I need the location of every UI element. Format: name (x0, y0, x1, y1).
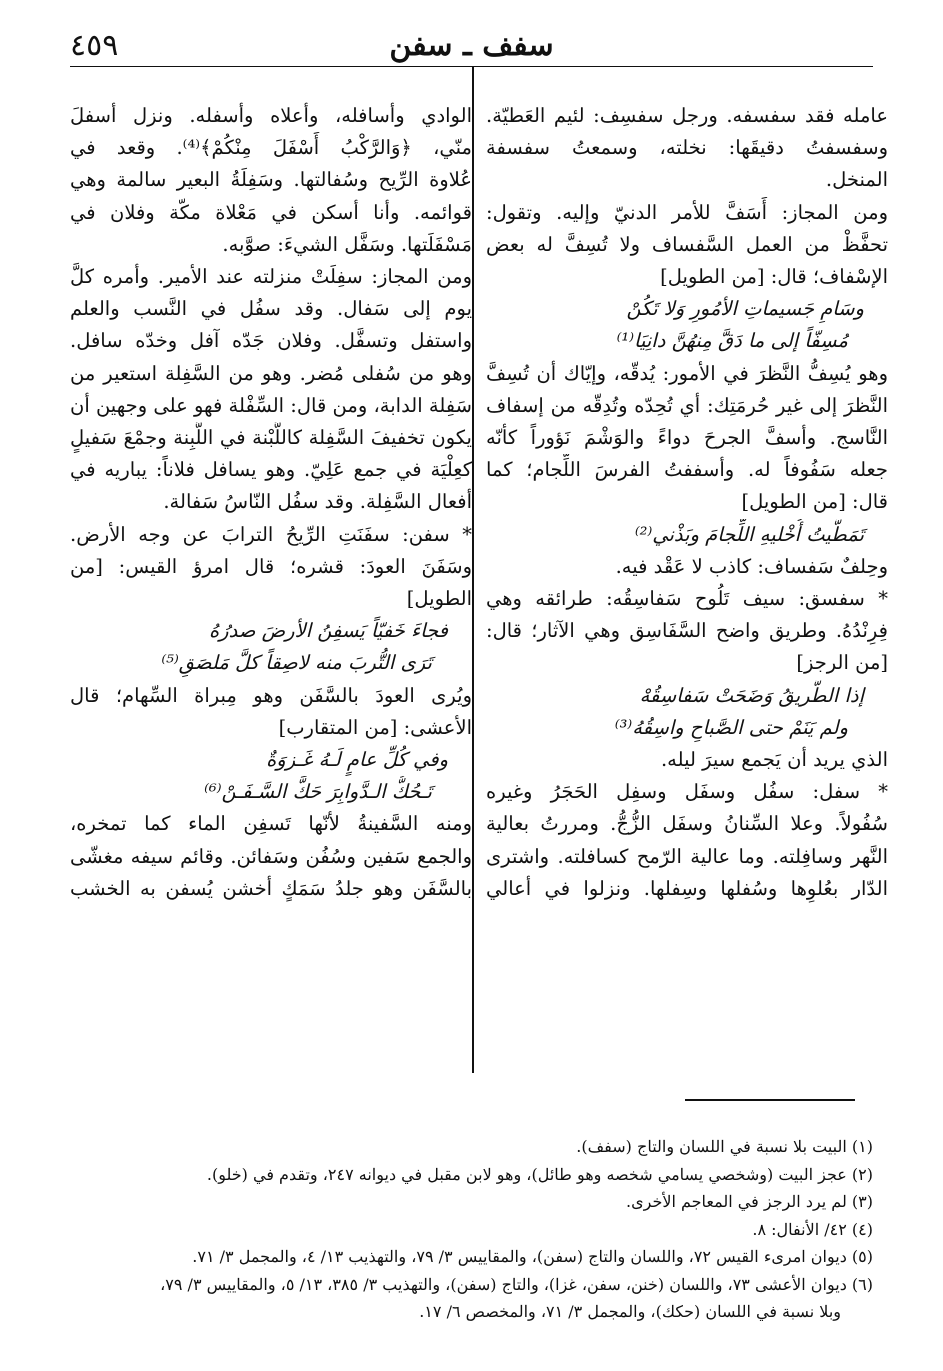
text-line: والجمع سَفين وسُفُن وسَفائن. وقائم سيفه مغشّى (70, 844, 472, 868)
text-line: ويُرى العودَ بالسَّفَن وهو مِبراة السِّهام؛ قال (70, 683, 472, 707)
text-line: وحِلفٌ سَفساف: كاذب لا عَقْد فيه. (615, 554, 888, 578)
text-line: منّي، ﴿وَالرَّكْبُ أَسْفَلَ مِنْكُمْ﴾⁽⁴⁾. وقعد في (70, 136, 472, 160)
verse-line: تَمَطَّيتُ أُخْليهِ اللِّجامَ وبَذْني⁽²⁾ (634, 522, 864, 546)
page-header (70, 22, 873, 67)
verse-line: إذا الطَّريقُ وَضَحَتْ سَفاسِقُهْ (639, 683, 864, 707)
text-line: جعله سَفُوفاً له. وأسففتُ الفرسَ اللِّجام؛ كما (486, 458, 888, 482)
text-line: النَّهر وسافِلته. وما عالية الرّمح كسافلته. واشترى (486, 844, 888, 868)
footnote: (٣) لم يرد الرجز في المعاجم الأخرى. (626, 1192, 873, 1211)
entry-heading-line: * سفسق: سيف تَلُوح سَفاسِقُه: طرائقه وهي (486, 587, 888, 611)
text-line: وسَفَنَ العودَ: قشره؛ قال امرؤ القيس: [من (70, 554, 472, 578)
page-title: سفف ـ سفن (389, 28, 554, 63)
text-line: [من الرجز] (796, 651, 888, 675)
footnote: (١) البيت بلا نسبة في اللسان والتاج (سفف). (576, 1137, 873, 1156)
text-line: المنخل. (825, 168, 888, 192)
footnote: (٥) ديوان امرىء القيس ٧٢، واللسان والتاج (سفن)، والمقاييس ٣/ ٧٩، والتهذيب ١٣/ ٤، والمجمل ٣/ ٧١. (192, 1247, 873, 1266)
text-line: قال: [من الطويل] (741, 490, 888, 514)
verse-line: ولم يَنَمْ حتى الصَّباحِ واسِقُهُ⁽³⁾ (614, 715, 848, 739)
text-line: يوم إلى سَفال. وقد سفُل في النَّسب والعلم (70, 297, 472, 321)
text-line: واستفل وتسفَّل. وفلان جَدّه آفل وخدّه سافل. (70, 329, 472, 353)
text-line: الإسْفاف؛ قال: [من الطويل] (660, 265, 888, 289)
text-line: مَسْفَلَتها. وسَفَّل الشيءَ: صوَّبه. (222, 232, 472, 256)
verse-line: وفي كُلِّ عامٍ لَـهُ غَـزوَةٌ (266, 748, 448, 772)
verse-line: مُسِفّاً إلى ما دَقَّ مِنهُنَّ دانِيَا⁽¹⁾ (616, 329, 848, 353)
footnotes (70, 1133, 873, 1326)
text-line: بالسَّفَن وهو جلدُ سَمَكٍ أخشن يُسفن به الخشب (70, 876, 472, 900)
text-line: قوائمه. وأنا أسكن في مَعْلاة مكّة وفلان في (70, 200, 472, 224)
page-number: ٤٥٩ (70, 28, 119, 63)
text-line: الذي يريد أن يَجمع سيرَ ليله. (660, 748, 888, 772)
text-line: سَفِلة الدابة، ومن قال: السِّفْلة فهو على وجهين أن (70, 393, 472, 417)
text-line: الطويل] (406, 587, 472, 611)
text-line: ومن المجاز: سفِلَتْ منزلته عند الأمير. وأمره كلَّ (70, 265, 472, 289)
verse-line: وسَامِ جَسيماتِ الأمُورِ وَلا تَكُنْ (626, 297, 864, 321)
text-line: عامله فقد سفسفه. ورجل سفسِف: لئيم العَطيّة. (486, 104, 888, 127)
verse-line: تَـحُكُّ الـدَّوابِرَ حَكَّ السَّـفَـنْ⁽⁶⁾ (204, 780, 432, 804)
text-line: الوادي وأسافله، وأعلاه وأسفله. ونزل أسفلَ (70, 104, 472, 127)
entry-heading-line: * سفن: سفَنَتِ الرِّيحُ الترابَ عن وجه الأرض. (70, 522, 472, 546)
text-line: الدّار بعُلوِها وسُفلها وسِفلها. ونزلوا في أعالي (486, 876, 888, 900)
text-line: وهو من سُفلى مُضر. وهو من السَّفِلة استعير من (70, 361, 472, 385)
verse-line: فجاءَ خَفيّاً يَسفِنُ الأرضَ صدرُهُ (208, 619, 448, 643)
text-line: النَّاسج. وأسفَّ الجرحَ دواءً والوَشْمَ نَؤوراً كأنّه (486, 426, 888, 450)
text-line: النَّظرَ إلى غير حُرمَتِك: أي تُحِدّه وتُدِقّه من إسفاف (486, 393, 888, 417)
footnote: (٢) عجز البيت (وشخصي يسامي شخصه وهو طائل)، وهو لابن مقبل في ديوانه ٢٤٧، وتقدم في (خلو). (206, 1164, 873, 1184)
text-line: ومن المجاز: أَسَفَّ للأمر الدنيّ وإليه. وتقول: (486, 200, 888, 224)
footnote: (٤) ٤٢/ الأنفال: ٨. (752, 1219, 873, 1239)
text-line: عُلاوة الرِّيح وسُفالتها. وسَفِلَةُ البعير سالمة وهي (70, 168, 472, 192)
text-line: الأعشى: [من المتقارب] (278, 715, 472, 739)
text-line: كعِلْيَة في جمع عَلِيّ. وهو يسافل فلاناً: يباريه في (70, 458, 472, 482)
text-line: سُفُولاً. وعلا السِّنانُ وسفَل الزُّجُّ. ومررتُ بعالية (486, 812, 888, 836)
left-column (70, 100, 472, 905)
footnote-continuation: وبلا نسبة في اللسان (حكك)، والمجمل ٣/ ٧١، والمخصص ٦/ ١٧. (419, 1302, 841, 1321)
footnote-separator (685, 1099, 855, 1101)
column-divider (472, 66, 474, 1073)
text-line: وسفسفتُ دقيقَها: نخلته، وسمعتُ سفسفة (486, 136, 888, 160)
text-line: تحفَّظْ من العمل السَّفساف ولا تُسِفَّ له بعض (486, 232, 888, 256)
text-line: ومنه السَّفينةُ لأنّها تَسفِن الماء كما تمخره، (70, 812, 472, 836)
right-column (486, 100, 888, 905)
text-line: يكون تخفيفَ السَّفِلة كاللَّبْنة في اللَّبِنة وجمْعَ سَفيلٍ (70, 426, 472, 450)
entry-heading-line: * سفل: سفُل وسفَل وسفِل الحَجَرُ وغيره (486, 780, 888, 804)
text-line: فِرِنْدُهُ. وطريق واضح السَّفَاسِق وهي الآثار؛ قال: (486, 619, 888, 643)
text-line: أفعال السَّفِلة. وقد سفُل النّاسُ سَفالة. (163, 490, 472, 514)
verse-line: تَرَى التُّربَ منه لاصِقاً كلَّ مَلصَقِ⁽⁵⁾ (161, 651, 432, 675)
text-line: وهو يُسِفُّ النَّظرَ في الأمور: يُدقّه، وإيّاك أن تُسِفَّ (486, 361, 888, 385)
footnote: (٦) ديوان الأعشى ٧٣، واللسان (خنن، سفن، غزا)، والتاج (سفن)، والتهذيب ٣/ ٣٨٥، ١٣/ ٥، والمقاييس ٣/ ٧٩، (160, 1274, 873, 1294)
